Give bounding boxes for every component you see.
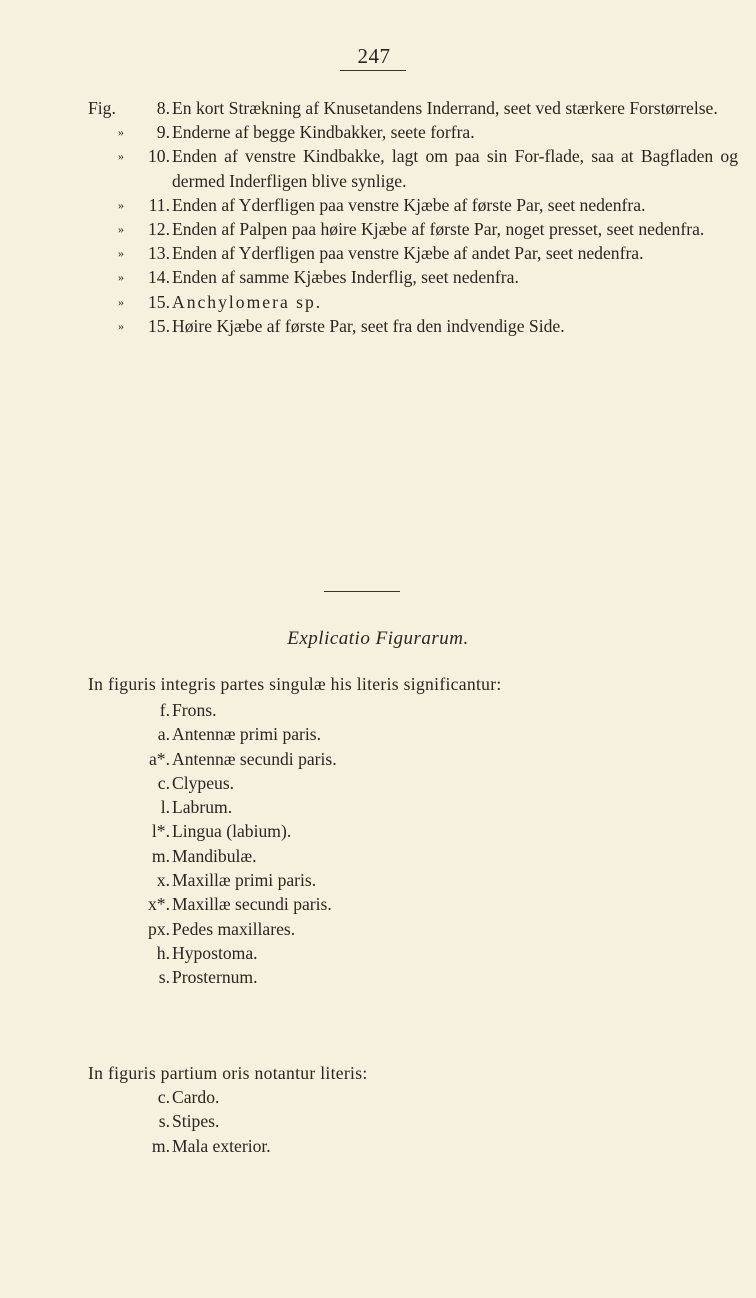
- fig-number: 15.: [148, 291, 170, 312]
- legend-item: [88, 819, 738, 843]
- intro-integris: In figuris integris partes singulæ his literis significantur:: [88, 674, 502, 694]
- legend-key: s.: [158, 967, 170, 988]
- legend-integris: [88, 698, 738, 990]
- ditto-mark: »: [118, 294, 124, 309]
- ditto-mark: »: [118, 318, 124, 333]
- fig-number: 15.: [148, 315, 170, 336]
- legend-value: Pedes maxillares.: [172, 918, 296, 939]
- page-number-rule: [340, 70, 406, 71]
- ditto-mark: »: [118, 149, 124, 164]
- ditto-mark: »: [118, 246, 124, 261]
- legend-key: l.: [160, 797, 170, 818]
- legend-item: [88, 965, 738, 989]
- legend-item: [88, 795, 738, 819]
- ditto-mark: »: [118, 197, 124, 212]
- legend-item: [88, 1085, 738, 1109]
- figure-caption: [88, 217, 738, 241]
- legend-value: Maxillæ secundi paris.: [172, 894, 332, 915]
- figure-caption: [88, 241, 738, 265]
- legend-key: x.: [156, 870, 170, 891]
- fig-number: 10.: [148, 146, 170, 167]
- legend-item: [88, 892, 738, 916]
- legend-item: [88, 917, 738, 941]
- legend-value: Mala exterior.: [172, 1135, 271, 1156]
- legend-key: px.: [148, 918, 170, 939]
- ditto-mark: »: [118, 125, 124, 140]
- intro-partium: In figuris partium oris notantur literis:: [88, 1063, 368, 1083]
- legend-value: Clypeus.: [172, 772, 235, 793]
- fig-number: 12.: [148, 219, 170, 240]
- legend-key: c.: [157, 772, 170, 793]
- legend-item: [88, 771, 738, 795]
- fig-text: Anchylomera sp.: [172, 291, 323, 312]
- legend-value: Stipes.: [172, 1111, 220, 1132]
- figure-caption: [88, 314, 738, 338]
- legend-value: Mandibulæ.: [172, 845, 257, 866]
- fig-text: Enderne af begge Kindbakker, seete forfra.: [172, 122, 475, 143]
- legend-key: s.: [158, 1111, 170, 1132]
- legend-key: a.: [157, 724, 170, 745]
- legend-item: [88, 747, 738, 771]
- figure-caption: [88, 144, 738, 192]
- fig-number: 14.: [148, 267, 170, 288]
- legend-item: [88, 844, 738, 868]
- figure-caption: [88, 120, 738, 144]
- fig-text: Høire Kjæbe af første Par, seet fra den indvendige Side.: [172, 315, 565, 336]
- legend-key: x*.: [148, 894, 170, 915]
- legend-value: Lingua (labium).: [172, 821, 292, 842]
- legend-value: Maxillæ primi paris.: [172, 870, 317, 891]
- fig-number: 9.: [156, 122, 170, 143]
- legend-item: [88, 868, 738, 892]
- figure-caption: [88, 265, 738, 289]
- page-number: 247: [357, 44, 391, 68]
- fig-text: Enden af Yderfligen paa venstre Kjæbe af første Par, seet nedenfra.: [172, 194, 646, 215]
- fig-text: Enden af venstre Kindbakke, lagt om paa sin For-flade, saa at Bagfladen og dermed Inderfligen blive synlige.: [172, 146, 738, 191]
- legend-key: h.: [156, 942, 170, 963]
- figure-caption-list: [88, 96, 738, 338]
- ditto-mark: »: [118, 222, 124, 237]
- legend-value: Hypostoma.: [172, 942, 258, 963]
- fig-text: En kort Strækning af Knusetandens Inderrand, seet ved stærkere Forstørrelse.: [172, 98, 718, 118]
- fig-text: Enden af samme Kjæbes Inderflig, seet nedenfra.: [172, 267, 519, 288]
- fig-number: 11.: [148, 194, 170, 215]
- legend-key: c.: [157, 1087, 170, 1107]
- figure-caption: [88, 96, 738, 120]
- legend-item: [88, 1109, 738, 1133]
- section-title: Explicatio Figurarum.: [287, 628, 469, 649]
- legend-value: Labrum.: [172, 797, 233, 818]
- legend-item: [88, 698, 738, 722]
- fig-text: Enden af Palpen paa høire Kjæbe af første Par, noget presset, seet nedenfra.: [172, 219, 705, 240]
- figure-caption: [88, 193, 738, 217]
- fig-text: Enden af Yderfligen paa venstre Kjæbe af andet Par, seet nedenfra.: [172, 243, 644, 264]
- legend-value: Antennæ secundi paris.: [172, 748, 337, 769]
- legend-item: [88, 941, 738, 965]
- legend-key: m.: [151, 845, 170, 866]
- fig-number: 13.: [148, 243, 170, 264]
- section-divider: [324, 591, 400, 592]
- legend-key: f.: [159, 700, 170, 720]
- legend-partium: [88, 1085, 738, 1158]
- legend-key: m.: [151, 1135, 170, 1156]
- legend-value: Frons.: [172, 700, 217, 720]
- legend-key: a*.: [148, 748, 170, 769]
- legend-value: Cardo.: [172, 1087, 220, 1107]
- legend-item: [88, 1134, 738, 1158]
- legend-item: [88, 722, 738, 746]
- figure-caption: [88, 290, 738, 314]
- legend-key: l*.: [151, 821, 170, 842]
- legend-value: Prosternum.: [172, 967, 258, 988]
- ditto-mark: »: [118, 270, 124, 285]
- fig-number: 8.: [156, 98, 170, 118]
- fig-prefix: Fig.: [88, 98, 116, 118]
- legend-value: Antennæ primi paris.: [172, 724, 322, 745]
